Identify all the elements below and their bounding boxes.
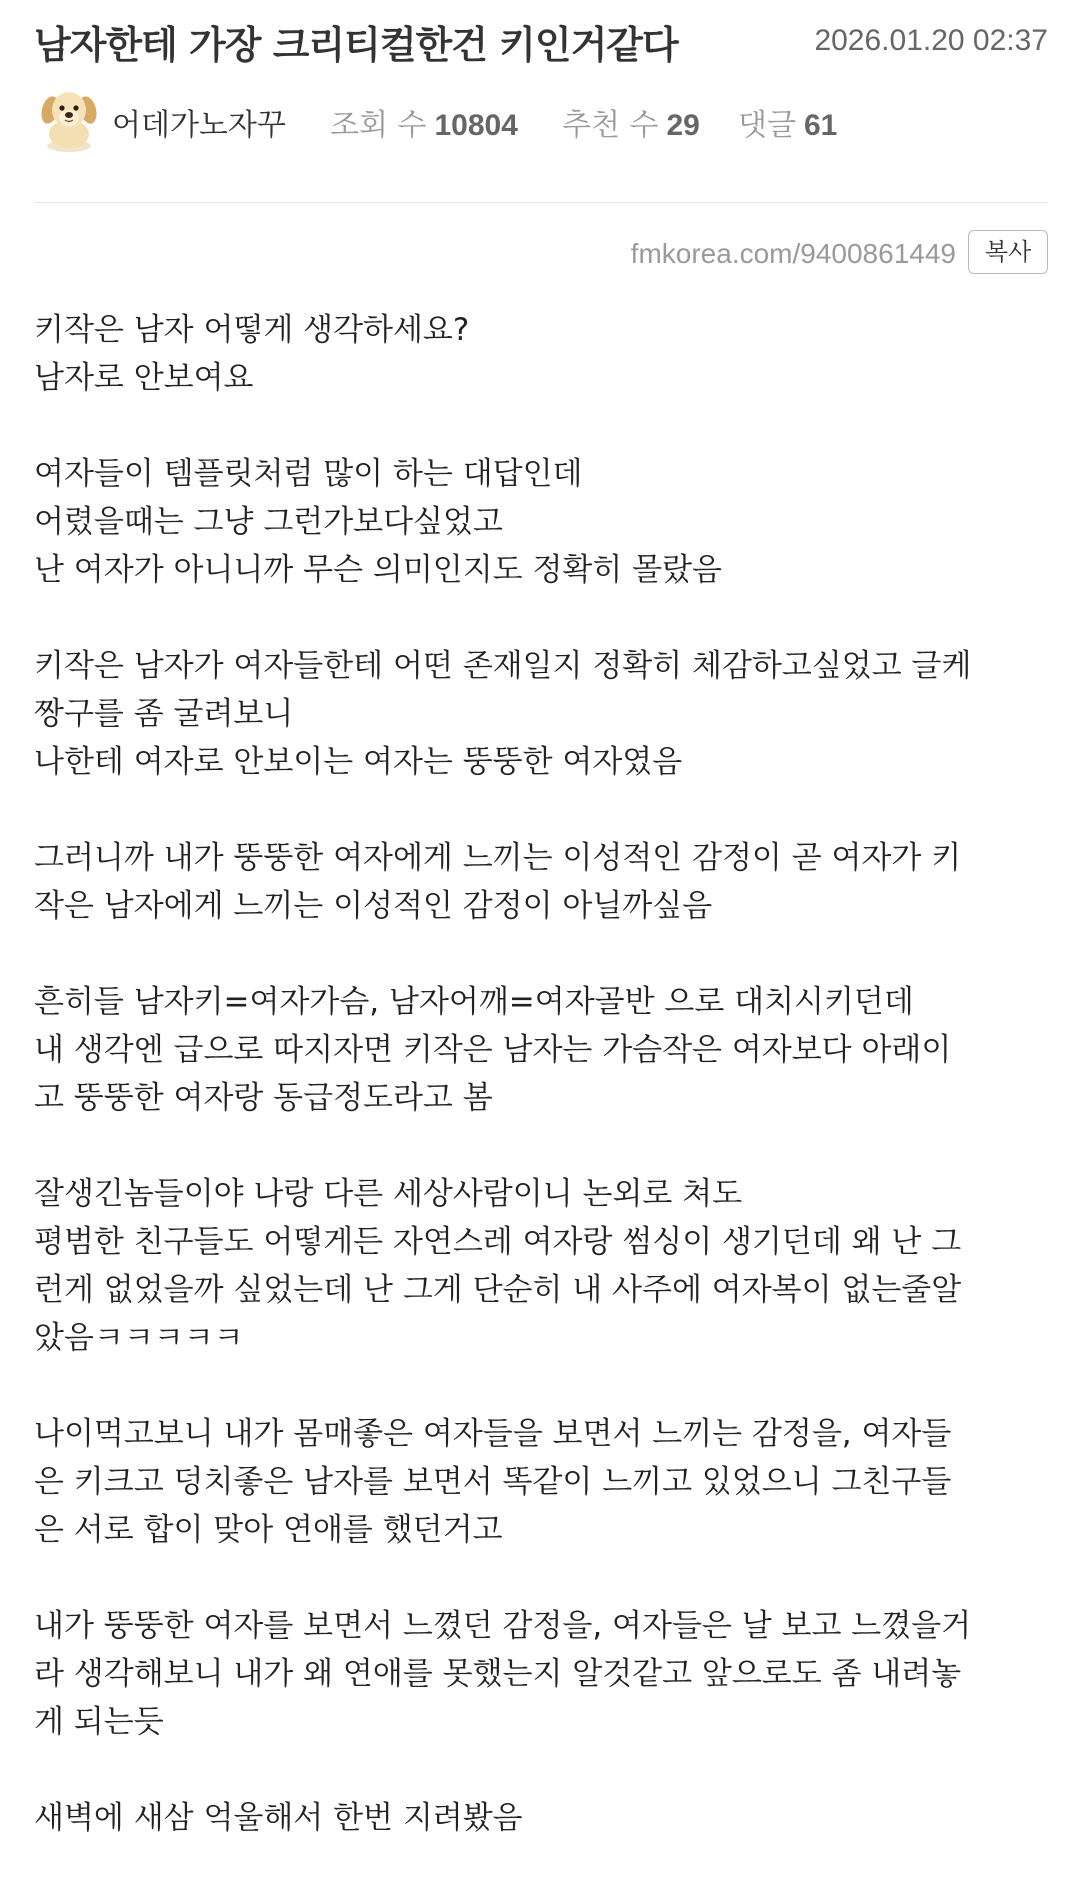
body-paragraph: [34, 1410, 1048, 1554]
body-paragraph: [34, 1170, 1048, 1362]
body-line: 나이먹고보니 내가 몸매좋은 여자들을 보면서 느끼는 감정을, 여자들: [34, 1416, 952, 1452]
body-paragraph: [34, 1602, 1048, 1746]
body-line: 새벽에 새삼 억울해서 한번 지려봤음: [34, 1800, 523, 1836]
body-paragraph: [34, 450, 1048, 594]
body-line: 게 되는듯: [34, 1704, 164, 1740]
post-title: 남자한테 가장 크리티컬한건 키인거같다: [34, 23, 678, 67]
view-count: [330, 100, 518, 144]
recommend-count: [562, 100, 700, 144]
meta-row: [34, 82, 1048, 162]
body-line: 았음ㅋㅋㅋㅋㅋ: [34, 1320, 244, 1356]
post-header: [34, 0, 1048, 269]
post-url[interactable]: fmkorea.com/9400861449: [630, 238, 956, 269]
body-line: 은 키크고 덩치좋은 남자를 보면서 똑같이 느끼고 있었으니 그친구들: [34, 1464, 952, 1500]
author-name[interactable]: 어데가노자꾸: [112, 108, 286, 143]
body-line: 평범한 친구들도 어떻게든 자연스레 여자랑 썸싱이 생기던데 왜 난 그: [34, 1224, 962, 1260]
body-line: 키작은 남자 어떻게 생각하세요?: [34, 312, 470, 348]
body-line: 남자로 안보여요: [34, 360, 254, 396]
header-divider: [34, 202, 1048, 203]
body-line: 은 서로 합이 맞아 연애를 했던거고: [34, 1512, 503, 1548]
body-paragraph: [34, 642, 1048, 786]
body-line: 어렸을때는 그냥 그런가보다싶었고: [34, 504, 503, 540]
puppy-avatar-icon[interactable]: [38, 86, 100, 152]
view-count-label: 조회 수: [330, 108, 427, 143]
body-line: 라 생각해보니 내가 왜 연애를 못했는지 알것같고 앞으로도 좀 내려놓: [34, 1656, 962, 1692]
body-line: 그러니까 내가 뚱뚱한 여자에게 느끼는 이성적인 감정이 곧 여자가 키: [34, 840, 962, 876]
recommend-count-label: 추천 수: [562, 108, 659, 143]
body-line: 내가 뚱뚱한 여자를 보면서 느꼈던 감정을, 여자들은 날 보고 느꼈을거: [34, 1608, 972, 1644]
body-paragraph: [34, 834, 1048, 930]
title-row: [34, 0, 1048, 82]
view-count-value: 10804: [434, 109, 518, 142]
copy-url-button[interactable]: 복사: [968, 230, 1048, 274]
body-line: 내 생각엔 급으로 따지자면 키작은 남자는 가슴작은 여자보다 아래이: [34, 1032, 952, 1068]
body-paragraph: [34, 1794, 1048, 1842]
body-line: 작은 남자에게 느끼는 이성적인 감정이 아닐까싶음: [34, 888, 713, 924]
post-body: [34, 306, 1048, 1842]
body-line: 난 여자가 아니니까 무슨 의미인지도 정확히 몰랐음: [34, 552, 722, 588]
comment-count[interactable]: [738, 100, 837, 144]
body-line: 흔히들 남자키=여자가슴, 남자어깨=여자골반 으로 대치시키던데: [34, 984, 914, 1020]
body-paragraph: [34, 978, 1048, 1122]
body-line: 나한테 여자로 안보이는 여자는 뚱뚱한 여자였음: [34, 744, 683, 780]
comment-count-value: 61: [803, 109, 838, 142]
comment-count-label: 댓글: [738, 108, 796, 143]
body-line: 키작은 남자가 여자들한테 어떤 존재일지 정확히 체감하고싶었고 글케: [34, 648, 972, 684]
body-line: 여자들이 템플릿처럼 많이 하는 대답인데: [34, 456, 583, 492]
body-line: 짱구를 좀 굴려보니: [34, 696, 294, 732]
post-datetime: 2026.01.20 02:37: [814, 24, 1048, 57]
recommend-count-value: 29: [666, 109, 700, 142]
body-paragraph: [34, 306, 1048, 402]
body-line: 잘생긴놈들이야 나랑 다른 세상사람이니 논외로 쳐도: [34, 1176, 743, 1212]
body-line: 고 뚱뚱한 여자랑 동급정도라고 봄: [34, 1080, 493, 1116]
body-line: 런게 없었을까 싶었는데 난 그게 단순히 내 사주에 여자복이 없는줄알: [34, 1272, 962, 1308]
